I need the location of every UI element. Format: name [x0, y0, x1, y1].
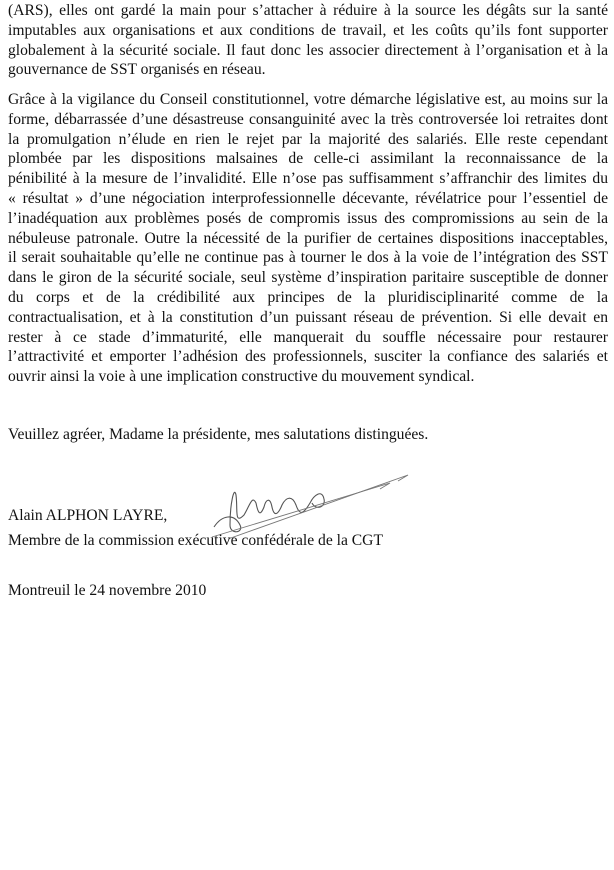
text-line: la promulgation n’élude en rien le rejet par la majorité des salariés. Elle reste cependant	[8, 130, 608, 148]
text-line: « résultat » d’une négociation interprofessionnelle décevante, révélatrice pour l’essentiel de	[8, 189, 608, 207]
text-line: nébuleuse patronale. Outre la nécessité de la purifier de certaines dispositions inacceptables,	[8, 229, 608, 247]
closing-formula: Veuillez agréer, Madame la présidente, mes salutations distinguées.	[8, 426, 429, 443]
paragraph-1	[8, 1, 608, 80]
place-and-date: Montreuil le 24 novembre 2010	[8, 582, 207, 599]
text-line: il serait souhaitable qu’elle ne continue pas à tourner le dos à la voie de l’intégration des SST	[8, 249, 608, 267]
paragraph-2	[8, 90, 608, 387]
signatory-title: Membre de la commission exécutive confédérale de la CGT	[8, 532, 383, 549]
text-line: (ARS), elles ont gardé la main pour s’attacher à réduire à la source les dégâts sur la santé	[8, 2, 608, 19]
text-line: ouvrir ainsi la voie à une implication constructive du mouvement syndical.	[8, 368, 475, 386]
text-line: gouvernance de SST organisés en réseau.	[8, 61, 266, 79]
text-line: Grâce à la vigilance du Conseil constitutionnel, votre démarche législative est, au moins sur la	[8, 91, 608, 108]
text-line: du corps et de la crédibilité aux principes de la pluridisciplinarité comme de la	[8, 288, 608, 306]
text-line: dans le giron de la sécurité sociale, seul système d’inspiration paritaire susceptible de donner	[8, 269, 608, 287]
text-line: rester à ce stade d’immaturité, elle manquerait du souffle nécessaire pour restaurer	[8, 328, 608, 346]
text-line: forme, débarrassée d’une désastreuse consanguinité avec la très controversée loi retraites dont	[8, 110, 608, 128]
signatory-name: Alain ALPHON LAYRE,	[8, 507, 168, 524]
text-line: contractualisation, et à la constitution d’un puissant réseau de prévention. Si elle devait en	[8, 308, 608, 326]
text-line: l’inadéquation aux problèmes posés de compromis issus des compromissions au sein de la	[8, 209, 608, 227]
text-line: globalement à la sécurité sociale. Il faut donc les associer directement à l’organisation et à la	[8, 41, 608, 59]
text-line: l’attractivité et emporter l’adhésion des professionnels, susciter la confiance des salariés et	[8, 348, 608, 366]
text-line: pénibilité à la mesure de l’invalidité. Elle n’ose pas suffisamment s’affranchir des limites du	[8, 170, 608, 188]
text-line: plombée par les dispositions malsaines de celle-ci assimilant la reconnaissance de la	[8, 150, 608, 168]
text-line: imputables aux organisations et aux conditions de travail, et les coûts qu’ils font supporter	[8, 21, 608, 39]
